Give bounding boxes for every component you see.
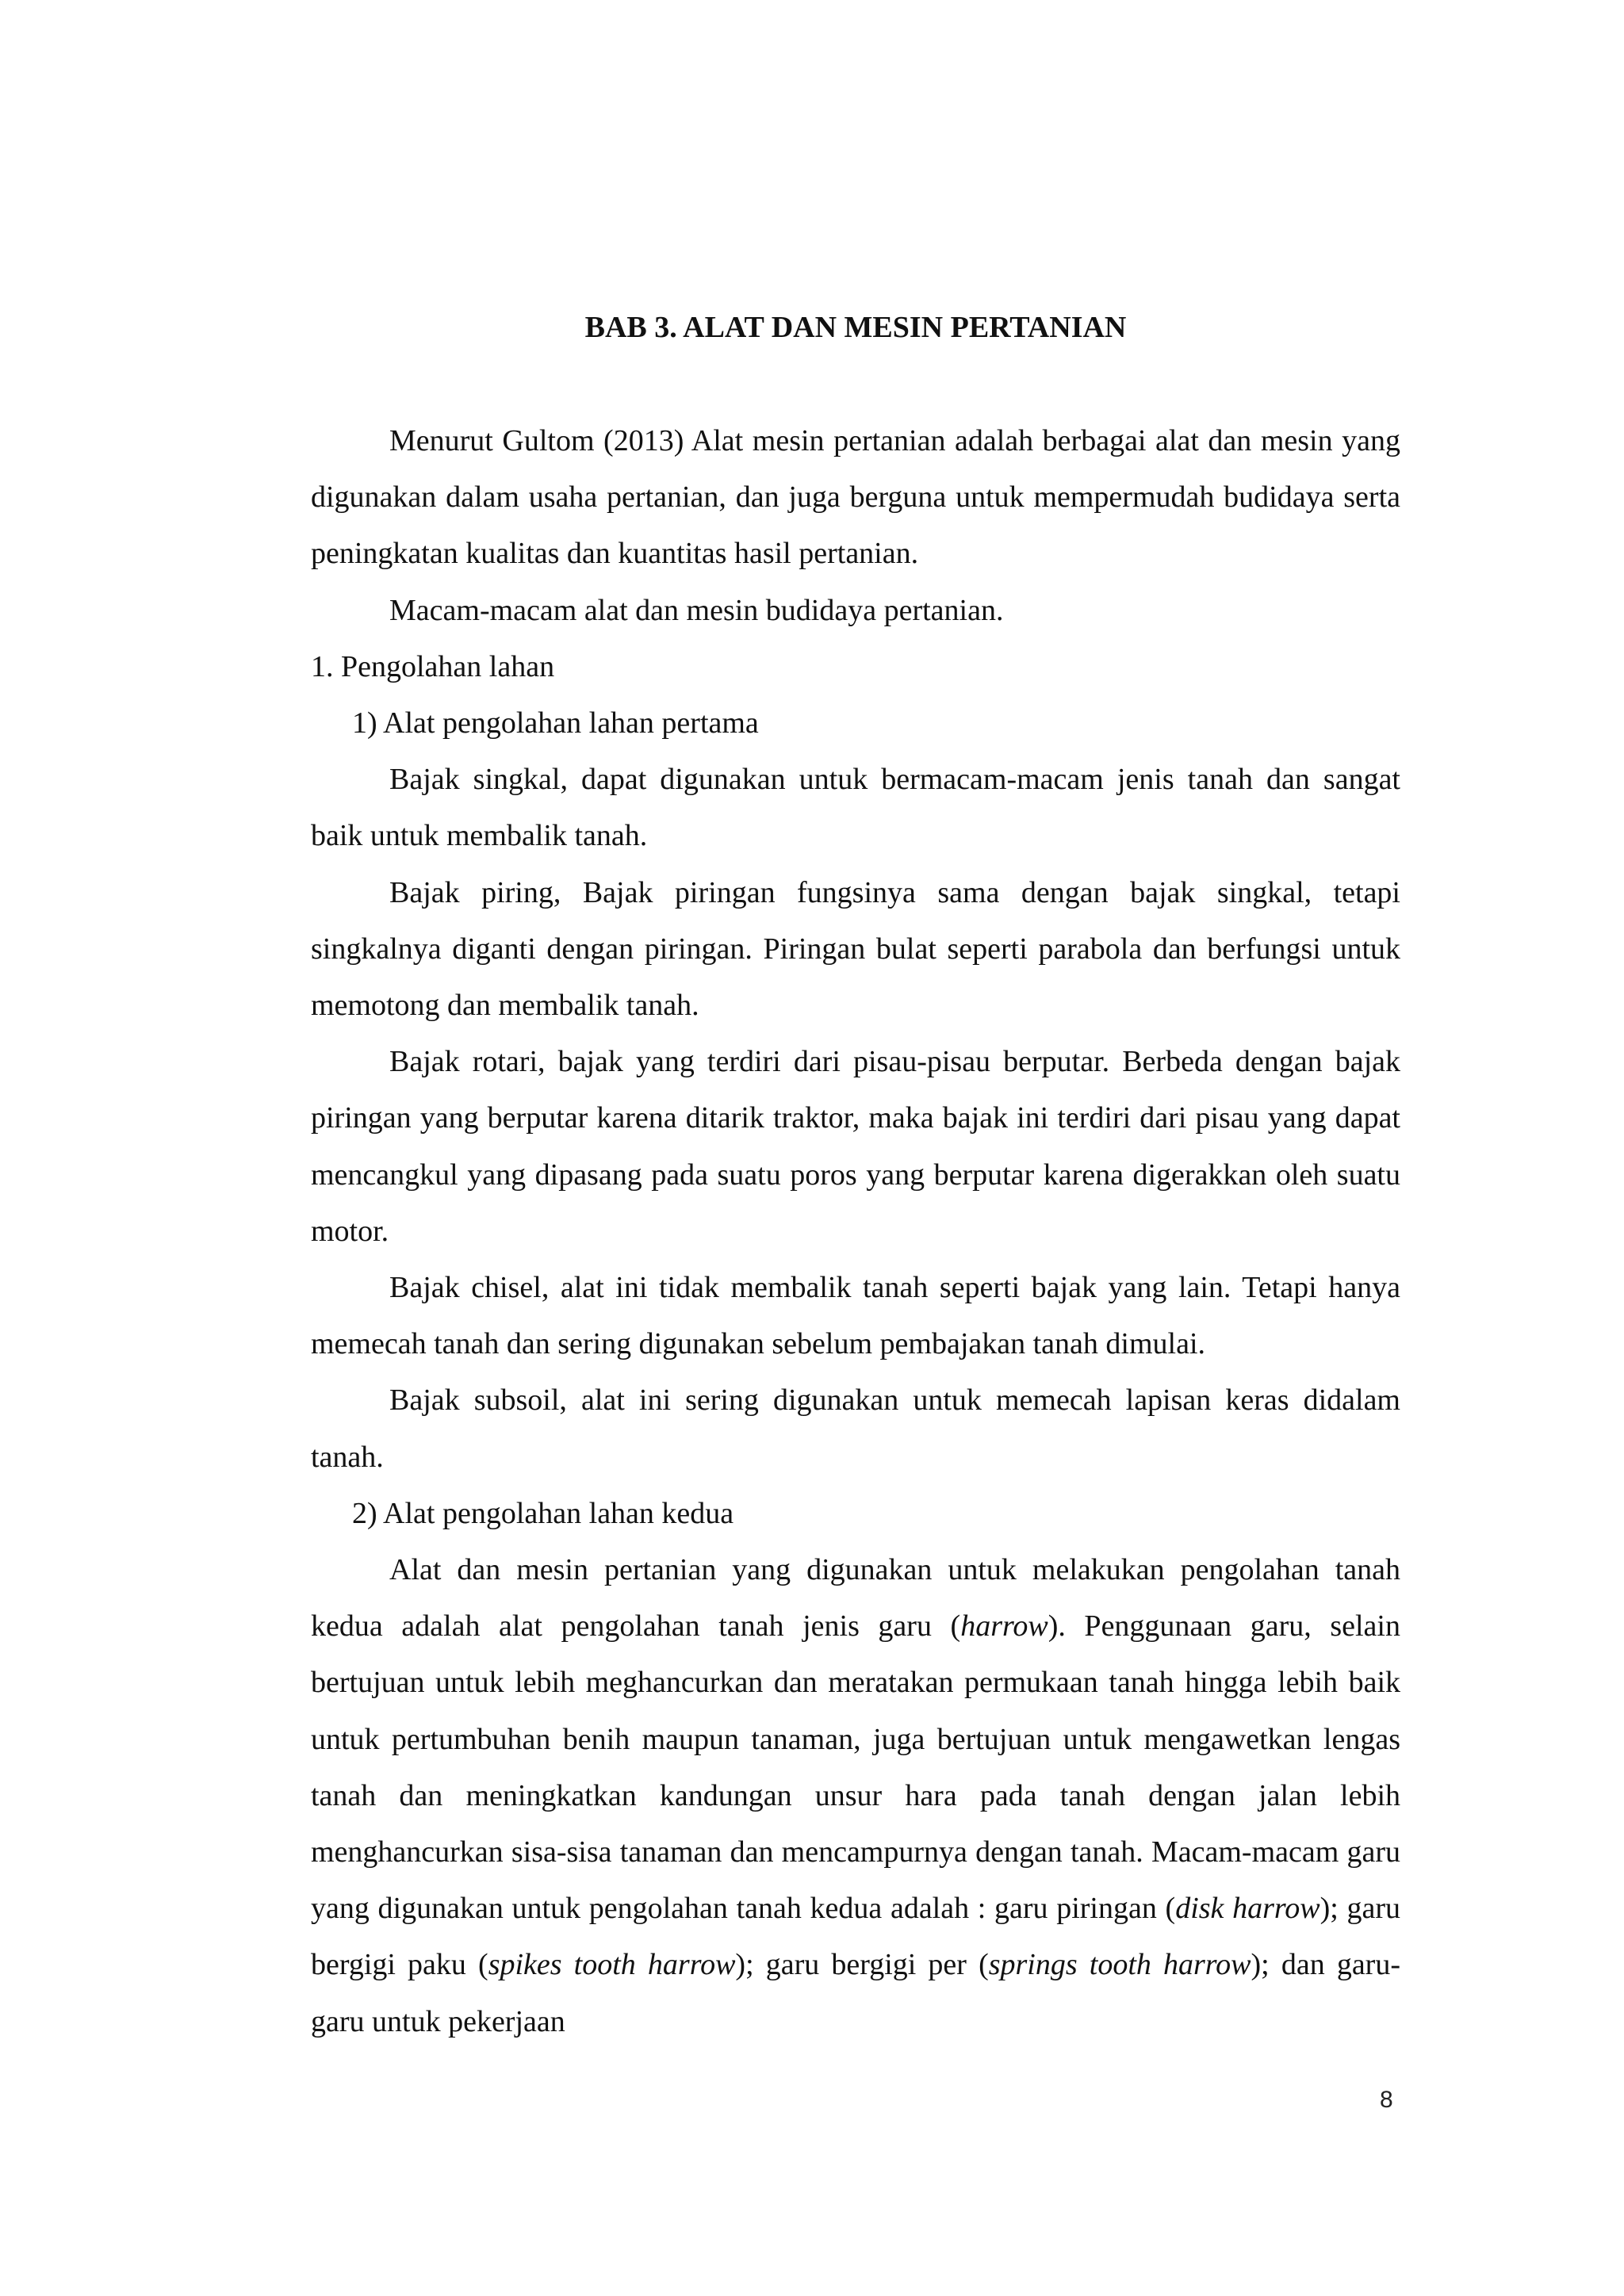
bajak-rotari-paragraph: Bajak rotari, bajak yang terdiri dari pisau-pisau berputar. Berbeda dengan bajak piringan yang berputar karena ditarik traktor, maka bajak ini terdiri dari pisau yang dapat mencangkul yang dipasang pada suatu poros yang berputar karena digerakkan oleh suatu motor. [311, 1045, 1400, 1248]
chapter-title: BAB 3. ALAT DAN MESIN PERTANIAN [584, 311, 1127, 344]
garu-text-5: ); dan garu-garu untuk pekerjaan [311, 1948, 1400, 2038]
subsection-2-heading: 2) Alat pengolahan lahan kedua [352, 1496, 734, 1530]
garu-paragraph [311, 1542, 1400, 2050]
page-content [311, 305, 1400, 2050]
spikes-tooth-harrow-term: spikes tooth harrow [488, 1948, 736, 1982]
bajak-subsoil-paragraph: Bajak subsoil, alat ini sering digunakan untuk memecah lapisan keras didalam tanah. [311, 1383, 1400, 1474]
disk-harrow-term: disk harrow [1175, 1892, 1320, 1926]
garu-text-1: Alat dan mesin pertanian yang digunakan untuk melakukan pengolahan tanah kedua adalah alat pengolahan tanah jenis garu ( [311, 1553, 1400, 1644]
section-1-heading: 1. Pengolahan lahan [311, 649, 555, 683]
page-number: 8 [1380, 2087, 1393, 2113]
intro-paragraph: Menurut Gultom (2013) Alat mesin pertanian adalah berbagai alat dan mesin yang digunakan dalam usaha pertanian, dan juga berguna untuk mempermudah budidaya serta peningkatan kualitas dan kuantitas hasil pertanian. [311, 424, 1400, 571]
harrow-term: harrow [960, 1609, 1048, 1644]
bajak-singkal-paragraph: Bajak singkal, dapat digunakan untuk bermacam-macam jenis tanah dan sangat baik untuk membalik tanah. [311, 763, 1400, 853]
bajak-chisel-paragraph: Bajak chisel, alat ini tidak membalik tanah seperti bajak yang lain. Tetapi hanya memecah tanah dan sering digunakan sebelum pembajakan tanah dimulai. [311, 1271, 1400, 1361]
garu-text-2: ). Penggunaan garu, selain bertujuan untuk lebih meghancurkan dan meratakan permukaan tanah hingga lebih baik untuk pertumbuhan benih maupun tanaman, juga bertujuan untuk mengawetkan lengas tanah dan meningkatkan kandungan unsur hara pada tanah dengan jalan lebih menghancurkan sisa-sisa tanaman dan mencampurnya dengan tanah. Macam-macam garu yang digunakan untuk pengolahan tanah kedua adalah : garu piringan ( [311, 1609, 1400, 1926]
subsection-1-heading: 1) Alat pengolahan lahan pertama [352, 706, 759, 740]
garu-text-3: ); garu bergigi paku ( [311, 1892, 1401, 1982]
garu-text-4: ); garu bergigi per ( [735, 1948, 989, 1982]
springs-tooth-harrow-term: springs tooth harrow [988, 1948, 1251, 1982]
bajak-piring-paragraph: Bajak piring, Bajak piringan fungsinya sama dengan bajak singkal, tetapi singkalnya diganti dengan piringan. Piringan bulat seperti parabola dan berfungsi untuk memotong dan membalik tanah. [311, 875, 1400, 1023]
macam-line: Macam-macam alat dan mesin budidaya pertanian. [389, 593, 1004, 627]
